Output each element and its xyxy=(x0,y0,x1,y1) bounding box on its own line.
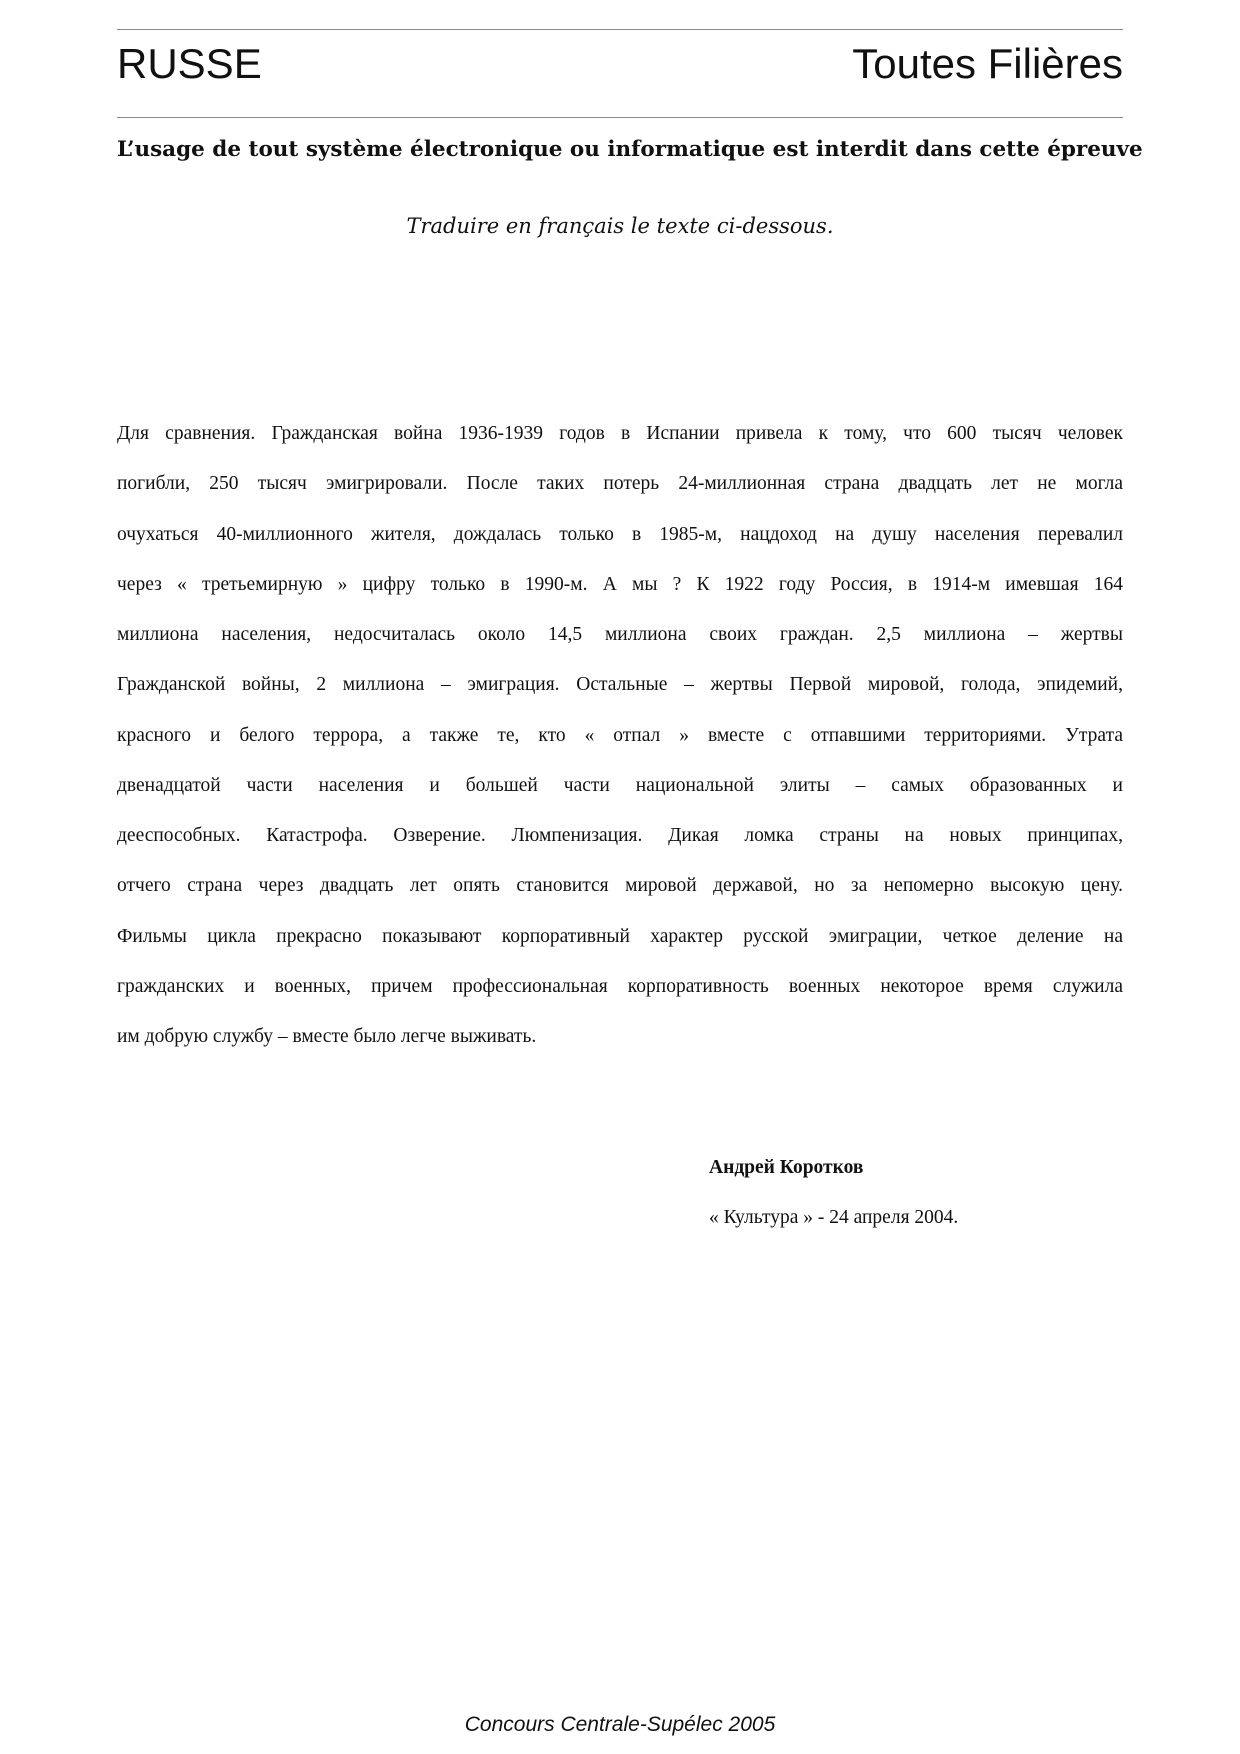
article-line: миллиона населения, недосчиталась около 14,5 миллиона своих граждан. 2,5 миллиона – жертвы xyxy=(117,624,1123,645)
article-line: Фильмы цикла прекрасно показывают корпоративный характер русской эмиграции, четкое деление на xyxy=(117,925,1123,947)
article-line: двенадцатой части населения и большей части национальной элиты – самых образованных и xyxy=(117,774,1123,796)
article-line: погибли, 250 тысяч эмигрировали. После таких потерь 24-миллионная страна двадцать лет не могла xyxy=(117,473,1123,495)
article-line: отчего страна через двадцать лет опять становится мировой державой, но за непомерно высокую цену. xyxy=(117,875,1123,897)
author-name: Андрей Коротков xyxy=(709,1157,864,1178)
article-signature xyxy=(709,1152,958,1234)
track-title: Toutes Filières xyxy=(852,40,1123,87)
translation-instruction: Traduire en français le texte ci-dessous. xyxy=(406,214,834,238)
page-footer: Concours Centrale-Supélec 2005 xyxy=(464,1713,776,1736)
article-text xyxy=(117,409,1123,1062)
article-line: Гражданской войны, 2 миллиона – эмиграция. Остальные – жертвы Первой мировой, голода, эпидемий, xyxy=(117,674,1123,696)
article-line: гражданских и военных, причем профессиональная корпоративность военных некоторое время служила xyxy=(117,975,1123,997)
article-line: Для сравнения. Гражданская война 1936-1939 годов в Испании привела к тому, что 600 тысяч человек xyxy=(117,423,1123,444)
article-line: им добрую службу – вместе было легче выживать. xyxy=(117,1026,537,1047)
source-citation: « Культура » - 24 апреля 2004. xyxy=(709,1207,959,1228)
article-line: через « третьемирную » цифру только в 1990-м. А мы ? К 1922 году Россия, в 1914-м имевшая 164 xyxy=(117,573,1123,595)
article-line: дееспособных. Катастрофа. Озверение. Люмпенизация. Дикая ломка страны на новых принципах, xyxy=(117,825,1123,846)
article-line: очухаться 40-миллионного жителя, дождалась только в 1985-м, нацдоход на душу населения перевалил xyxy=(117,523,1123,545)
exam-rule-notice: L’usage de tout système électronique ou informatique est interdit dans cette épreuve xyxy=(117,137,1143,162)
header-divider xyxy=(117,117,1123,118)
subject-title: RUSSE xyxy=(117,40,262,87)
top-divider xyxy=(117,29,1123,30)
article-line: красного и белого террора, а также те, кто « отпал » вместе с отпавшими территориями. Утрата xyxy=(117,724,1123,746)
